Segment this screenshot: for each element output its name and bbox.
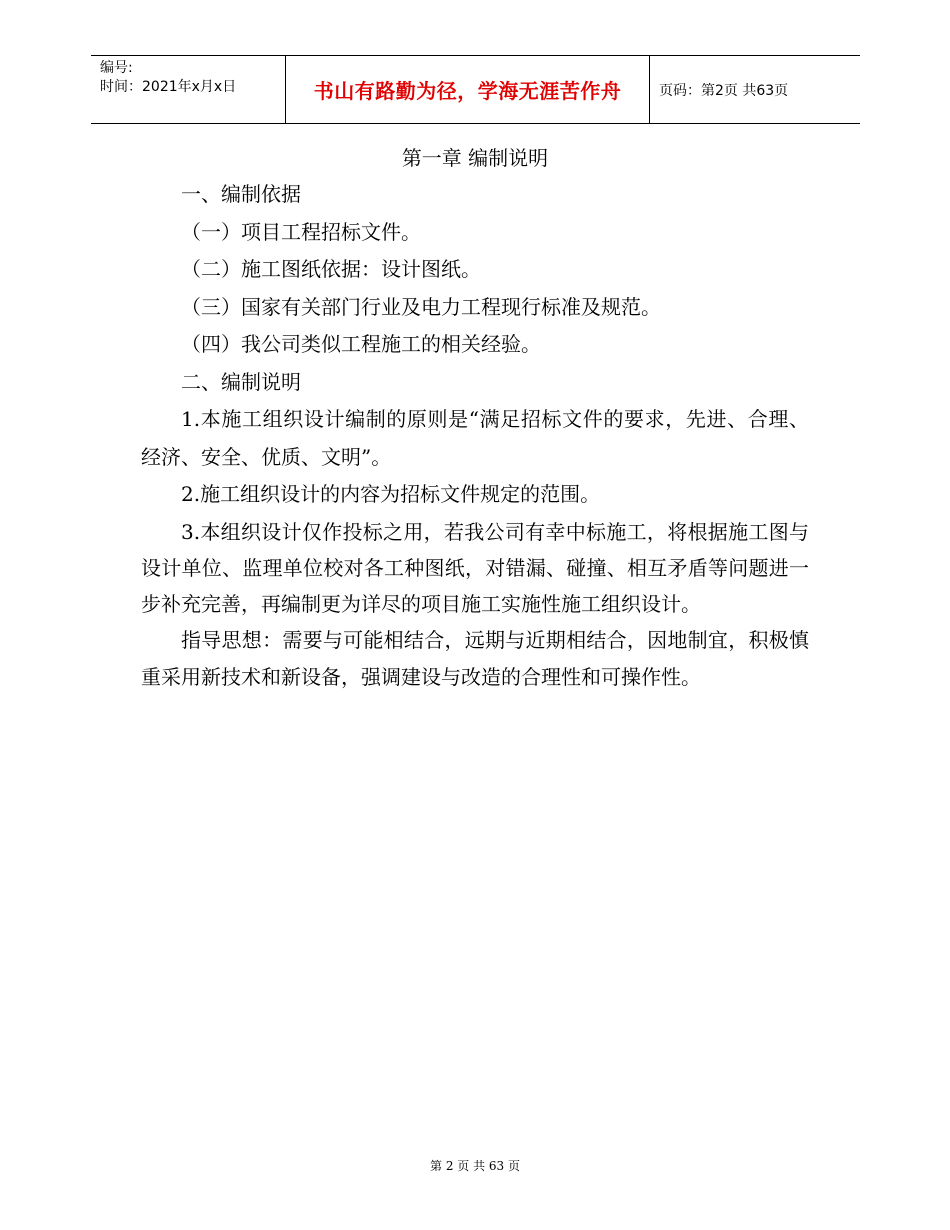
page-header	[91, 55, 860, 124]
page-footer: 第 2 页 共 63 页	[430, 1159, 520, 1173]
basis-item: （三）国家有关部门行业及电力工程现行标准及规范。	[181, 294, 661, 319]
document-body	[141, 140, 809, 697]
basis-item: （一）项目工程招标文件。	[181, 219, 421, 244]
serial-number-label: 编号:	[100, 60, 133, 76]
guiding-principle-paragraph: 指导思想：需要与可能相结合，远期与近期相结合，因地制宜，积极慎重采用新技术和新设备，强调建设与改造的合理性和可操作性。	[141, 627, 809, 689]
section-heading: 一、编制依据	[181, 182, 301, 206]
header-meta-cell	[91, 56, 286, 123]
header-page-info: 页码：第2页 共63页	[659, 82, 789, 99]
basis-item: （二）施工图纸依据：设计图纸。	[181, 257, 481, 281]
date-label: 时间：2021年x月x日	[100, 79, 237, 95]
basis-item: （四）我公司类似工程施工的相关经验。	[181, 332, 541, 356]
explanation-paragraph: 1.本施工组织设计编制的原则是“满足招标文件的要求，先进、合理、经济、安全、优质、文明”。	[141, 407, 809, 469]
section-heading: 二、编制说明	[181, 369, 301, 394]
chapter-title: 第一章 编制说明	[401, 146, 549, 170]
explanation-paragraph: 3.本组织设计仅作投标之用，若我公司有幸中标施工，将根据施工图与设计单位、监理单位校对各工种图纸，对错漏、碰撞、相互矛盾等问题进一步补充完善，再编制更为详尽的项目施工实施性施工组织设计。	[141, 519, 809, 616]
header-motto: 书山有路勤为径，学海无涯苦作舟	[286, 56, 650, 123]
explanation-paragraph: 2.施工组织设计的内容为招标文件规定的范围。	[181, 482, 601, 506]
